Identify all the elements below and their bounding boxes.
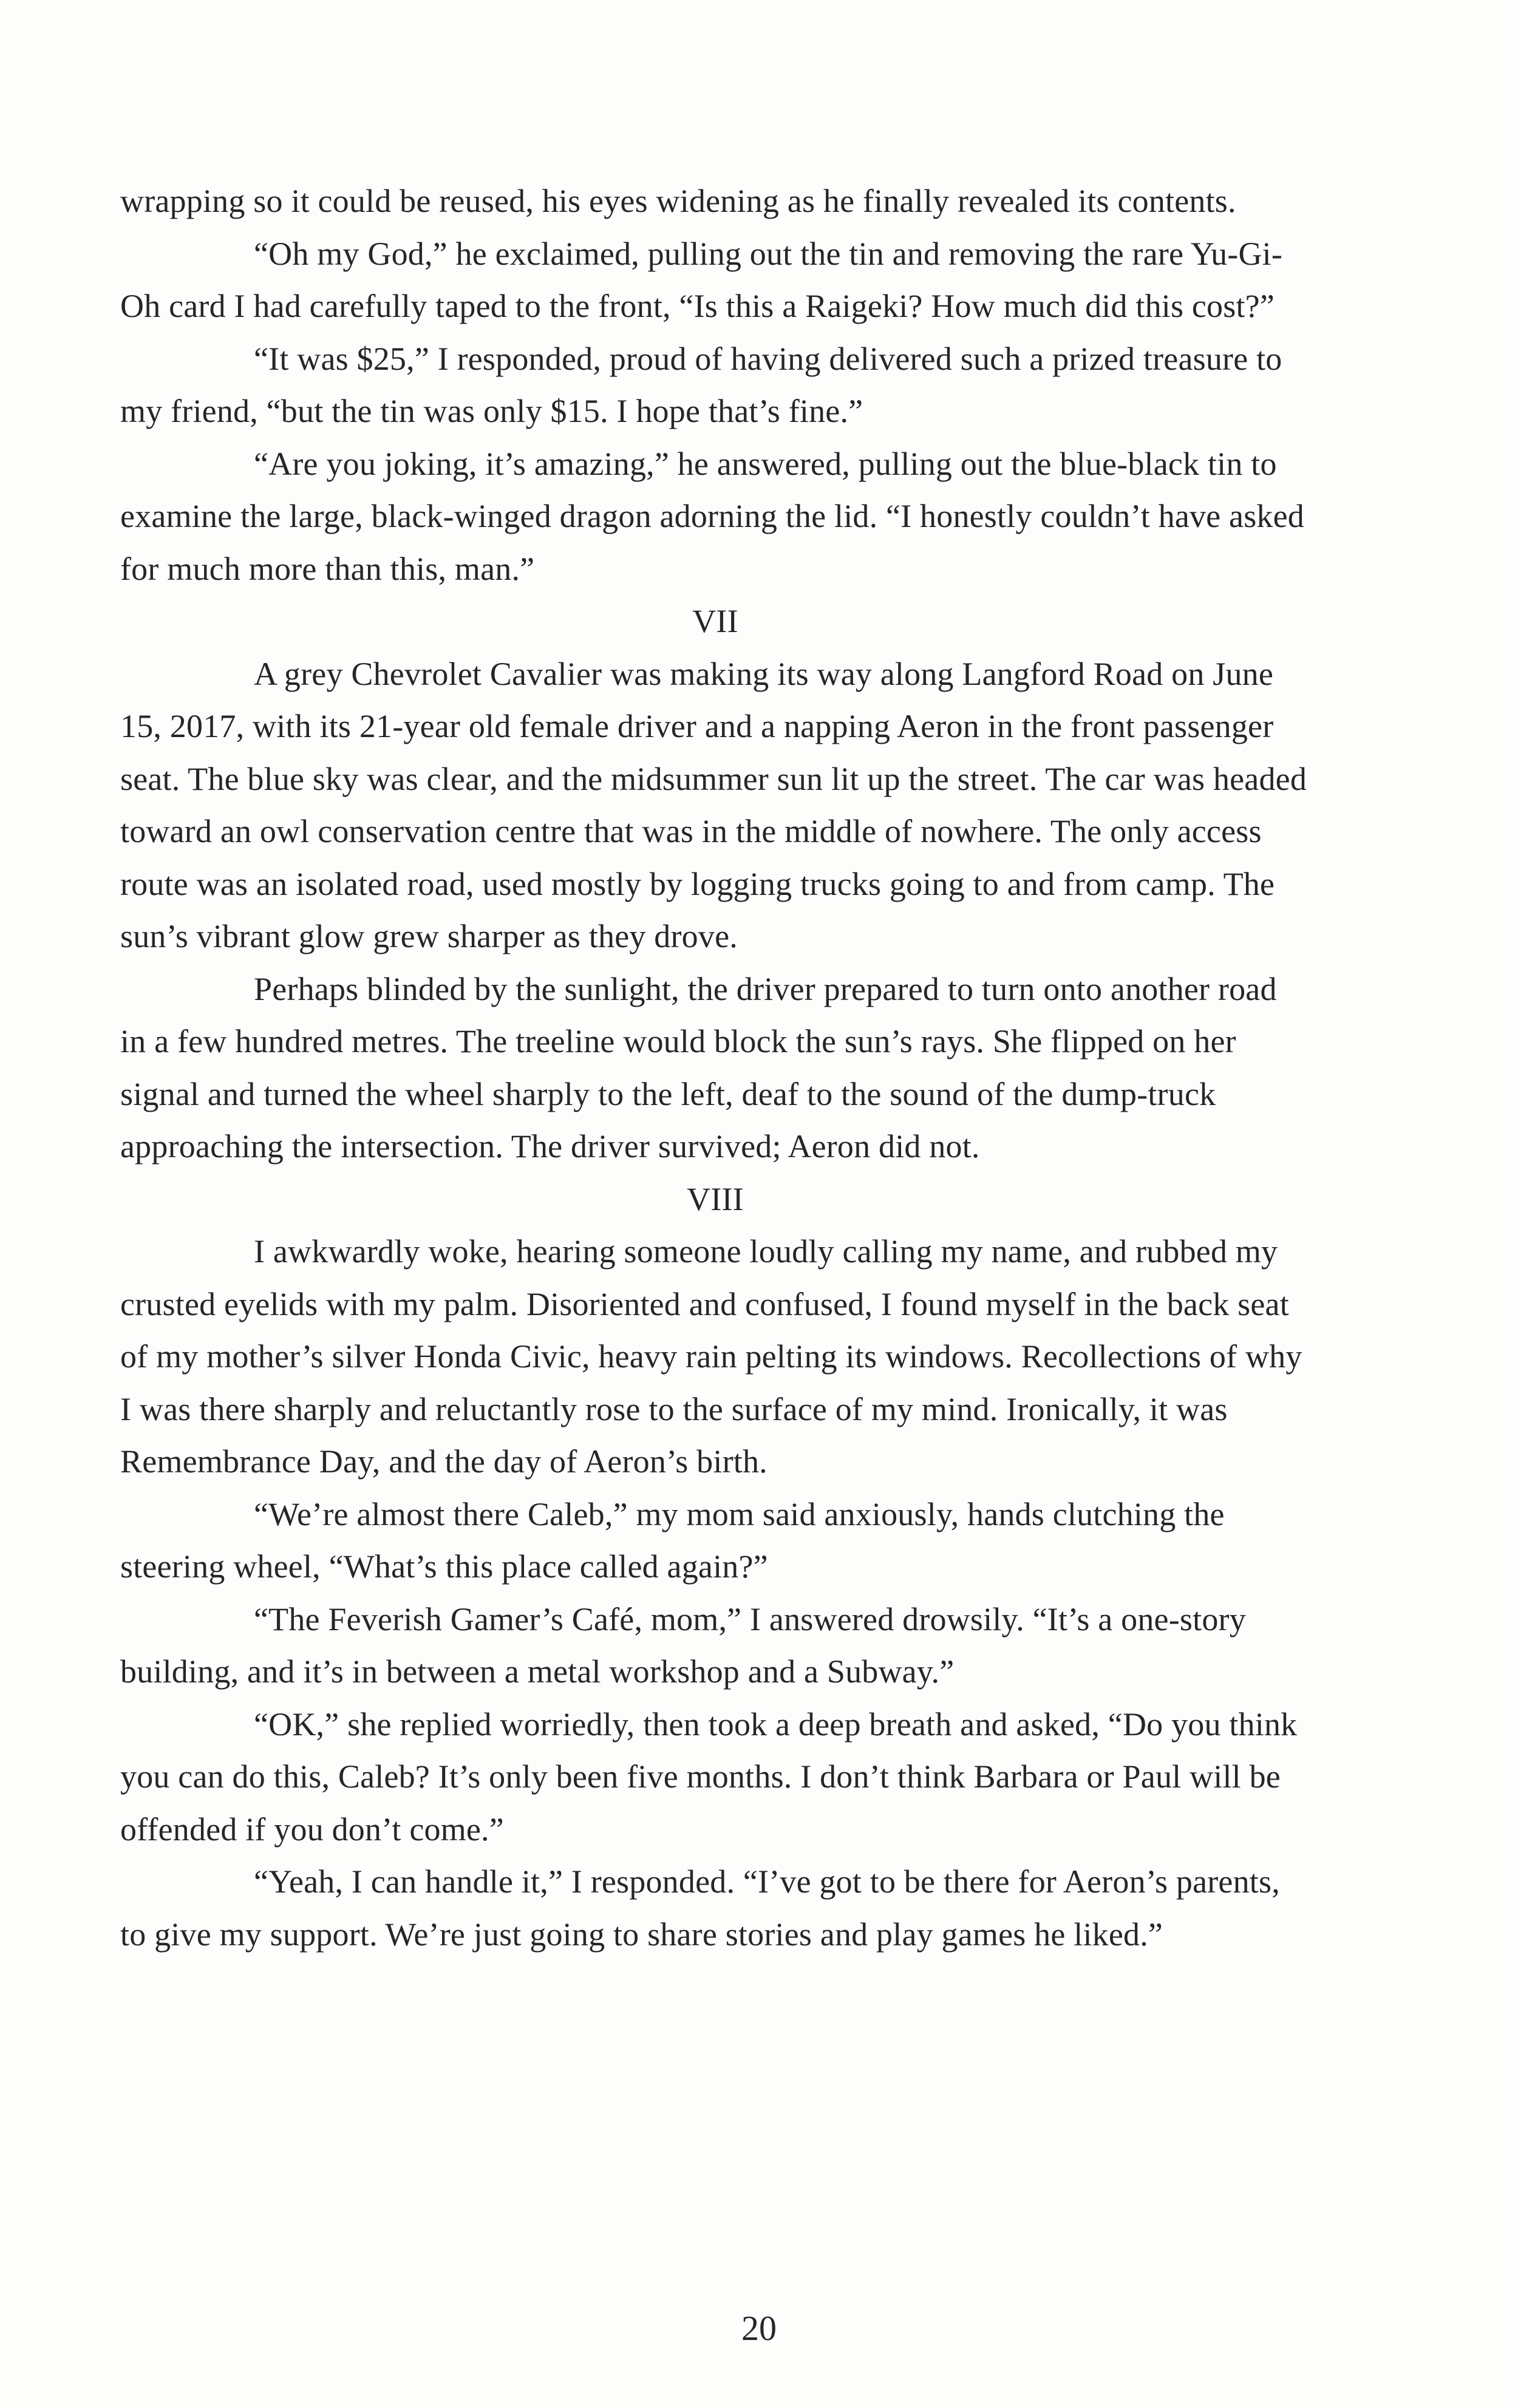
paragraph-dialogue-are-you-joking: “Are you joking, it’s amazing,” he answered, pulling out the blue-black tin to examine the large, black-winged dragon adorning the lid. “I honestly couldn’t have asked for much more than this, man.” <box>120 445 1304 587</box>
paragraph-dialogue-feverish-gamers-cafe: “The Feverish Gamer’s Café, mom,” I answered drowsily. “It’s a one-story building, and it’s in between a metal workshop and a Subway.” <box>120 1600 1246 1690</box>
paragraph-blinded-by-sunlight: Perhaps blinded by the sunlight, the driver prepared to turn onto another road in a few hundred metres. The treeline would block the sun’s rays. She flipped on her signal and turned the wheel sharply to the left, deaf to the sound of the dump-truck approaching the intersection. The driver survived; Aeron did not. <box>120 970 1277 1165</box>
paragraph-dialogue-ok: “OK,” she replied worriedly, then took a deep breath and asked, “Do you think you can do this, Caleb? It’s only been five months. I don’t think Barbara or Paul will be offended if you don’t come.” <box>120 1706 1298 1848</box>
section-heading-vii: VII <box>692 603 738 639</box>
paragraph-dialogue-almost-there: “We’re almost there Caleb,” my mom said anxiously, hands clutching the steering wheel, “What’s this place called again?” <box>120 1495 1225 1585</box>
paragraph-dialogue-yeah-i-can-handle-it: “Yeah, I can handle it,” I responded. “I’ve got to be there for Aeron’s parents, to give my support. We’re just going to share stories and play games he liked.” <box>120 1863 1280 1953</box>
paragraph-dialogue-it-was-25: “It was $25,” I responded, proud of having delivered such a prized treasure to my friend, “but the tin was only $15. I hope that’s fine.” <box>120 340 1282 429</box>
page-body-text <box>120 175 1310 1961</box>
paragraph-continued: wrapping so it could be reused, his eyes widening as he finally revealed its contents. <box>120 183 1236 219</box>
paragraph-chevrolet-cavalier: A grey Chevrolet Cavalier was making its way along Langford Road on June 15, 2017, with its 21-year old female driver and a napping Aeron in the front passenger seat. The blue sky was clear, and the midsummer sun lit up the street. The car was headed toward an owl conservation centre that was in the middle of nowhere. The only access route was an isolated road, used mostly by logging trucks going to and from camp. The sun’s vibrant glow grew sharper as they drove. <box>120 655 1307 954</box>
paragraph-awkwardly-woke: I awkwardly woke, hearing someone loudly calling my name, and rubbed my crusted eyelids with my palm. Disoriented and confused, I found myself in the back seat of my mother’s silver Honda Civic, heavy rain pelting its windows. Recollections of why I was there sharply and reluctantly rose to the surface of my mind. Ironically, it was Remembrance Day, and the day of Aeron’s birth. <box>120 1233 1302 1480</box>
page-number: 20 <box>741 2308 777 2348</box>
paragraph-dialogue-oh-my-god: “Oh my God,” he exclaimed, pulling out the tin and removing the rare Yu-Gi-Oh card I had carefully taped to the front, “Is this a Raigeki? How much did this cost?” <box>120 235 1283 324</box>
section-heading-viii: VIII <box>687 1180 744 1217</box>
